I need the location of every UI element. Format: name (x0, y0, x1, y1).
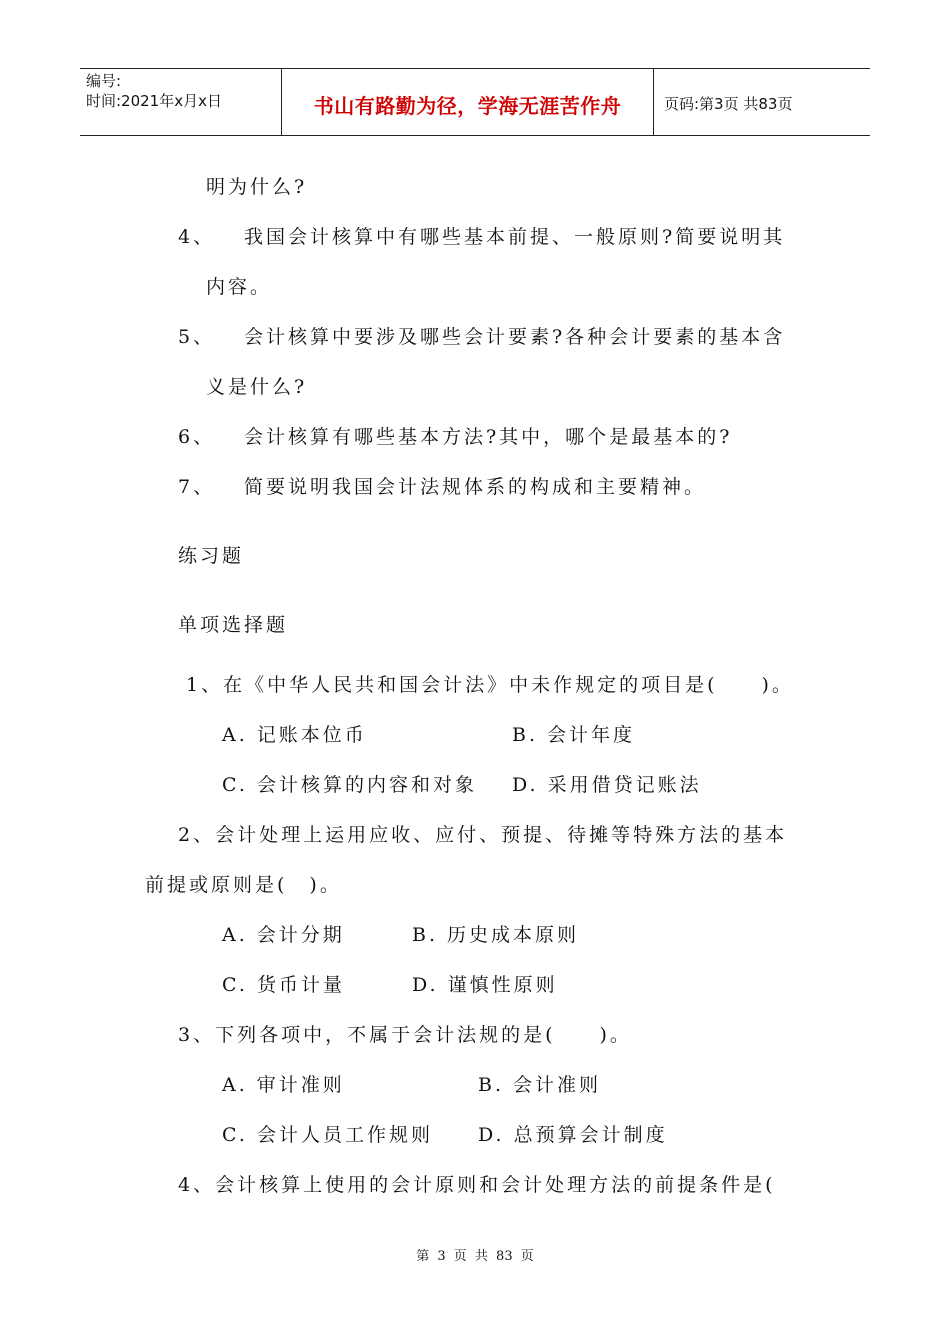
question-number: 4、 (178, 226, 216, 248)
mc-option: A. 记账本位币 (222, 724, 367, 746)
question-continuation: 内容。 (206, 276, 273, 298)
header-motto: 书山有路勤为径，学海无涯苦作舟 (282, 69, 654, 135)
mc-option: A. 会计分期 (222, 924, 345, 946)
header-number: 编号: (86, 72, 122, 90)
section-title: 练习题 (178, 545, 245, 567)
mc-option: B. 会计准则 (478, 1074, 602, 1096)
mc-option: B. 历史成本原则 (412, 924, 580, 946)
mc-question-stem: 4、会计核算上使用的会计原则和会计处理方法的前提条件是( (178, 1174, 776, 1196)
question-item (178, 472, 838, 499)
question-text: 会计核算中要涉及哪些会计要素?各种会计要素的基本含 (244, 326, 786, 348)
header-page-info: 页码:第3页 共83页 (664, 94, 793, 113)
mc-option: D. 采用借贷记账法 (512, 774, 702, 796)
page-footer: 第 3 页 共 83 页 (416, 1249, 534, 1264)
question-text: 会计核算有哪些基本方法?其中，哪个是最基本的? (244, 426, 733, 448)
subsection-title: 单项选择题 (178, 614, 289, 636)
mc-question-stem-continuation: 前提或原则是( )。 (145, 874, 342, 896)
mc-question-stem: 3、下列各项中，不属于会计法规的是( )。 (178, 1024, 632, 1046)
mc-option: C. 会计人员工作规则 (222, 1124, 433, 1146)
question-continuation: 明为什么? (206, 176, 308, 198)
question-number: 7、 (178, 476, 216, 498)
page-header (80, 68, 870, 136)
mc-option: D. 总预算会计制度 (478, 1124, 668, 1146)
mc-option: C. 会计核算的内容和对象 (222, 774, 477, 796)
mc-option: B. 会计年度 (512, 724, 636, 746)
question-text: 我国会计核算中有哪些基本前提、一般原则?简要说明其 (244, 226, 786, 248)
mc-question-stem: 2、会计处理上运用应收、应付、预提、待摊等特殊方法的基本 (178, 824, 788, 846)
mc-option: A. 审计准则 (222, 1074, 345, 1096)
question-text: 简要说明我国会计法规体系的构成和主要精神。 (244, 476, 707, 498)
question-item (178, 422, 838, 449)
question-continuation: 义是什么? (206, 376, 308, 398)
mc-option: D. 谨慎性原则 (412, 974, 558, 996)
header-meta (80, 69, 282, 135)
header-time: 时间:2021年x月x日 (86, 92, 222, 110)
question-number: 6、 (178, 426, 216, 448)
mc-question-stem: 1、在《中华人民共和国会计法》中未作规定的项目是( )。 (186, 674, 794, 696)
question-item (178, 222, 838, 249)
question-item (178, 322, 838, 349)
mc-option: C. 货币计量 (222, 974, 345, 996)
question-number: 5、 (178, 326, 216, 348)
